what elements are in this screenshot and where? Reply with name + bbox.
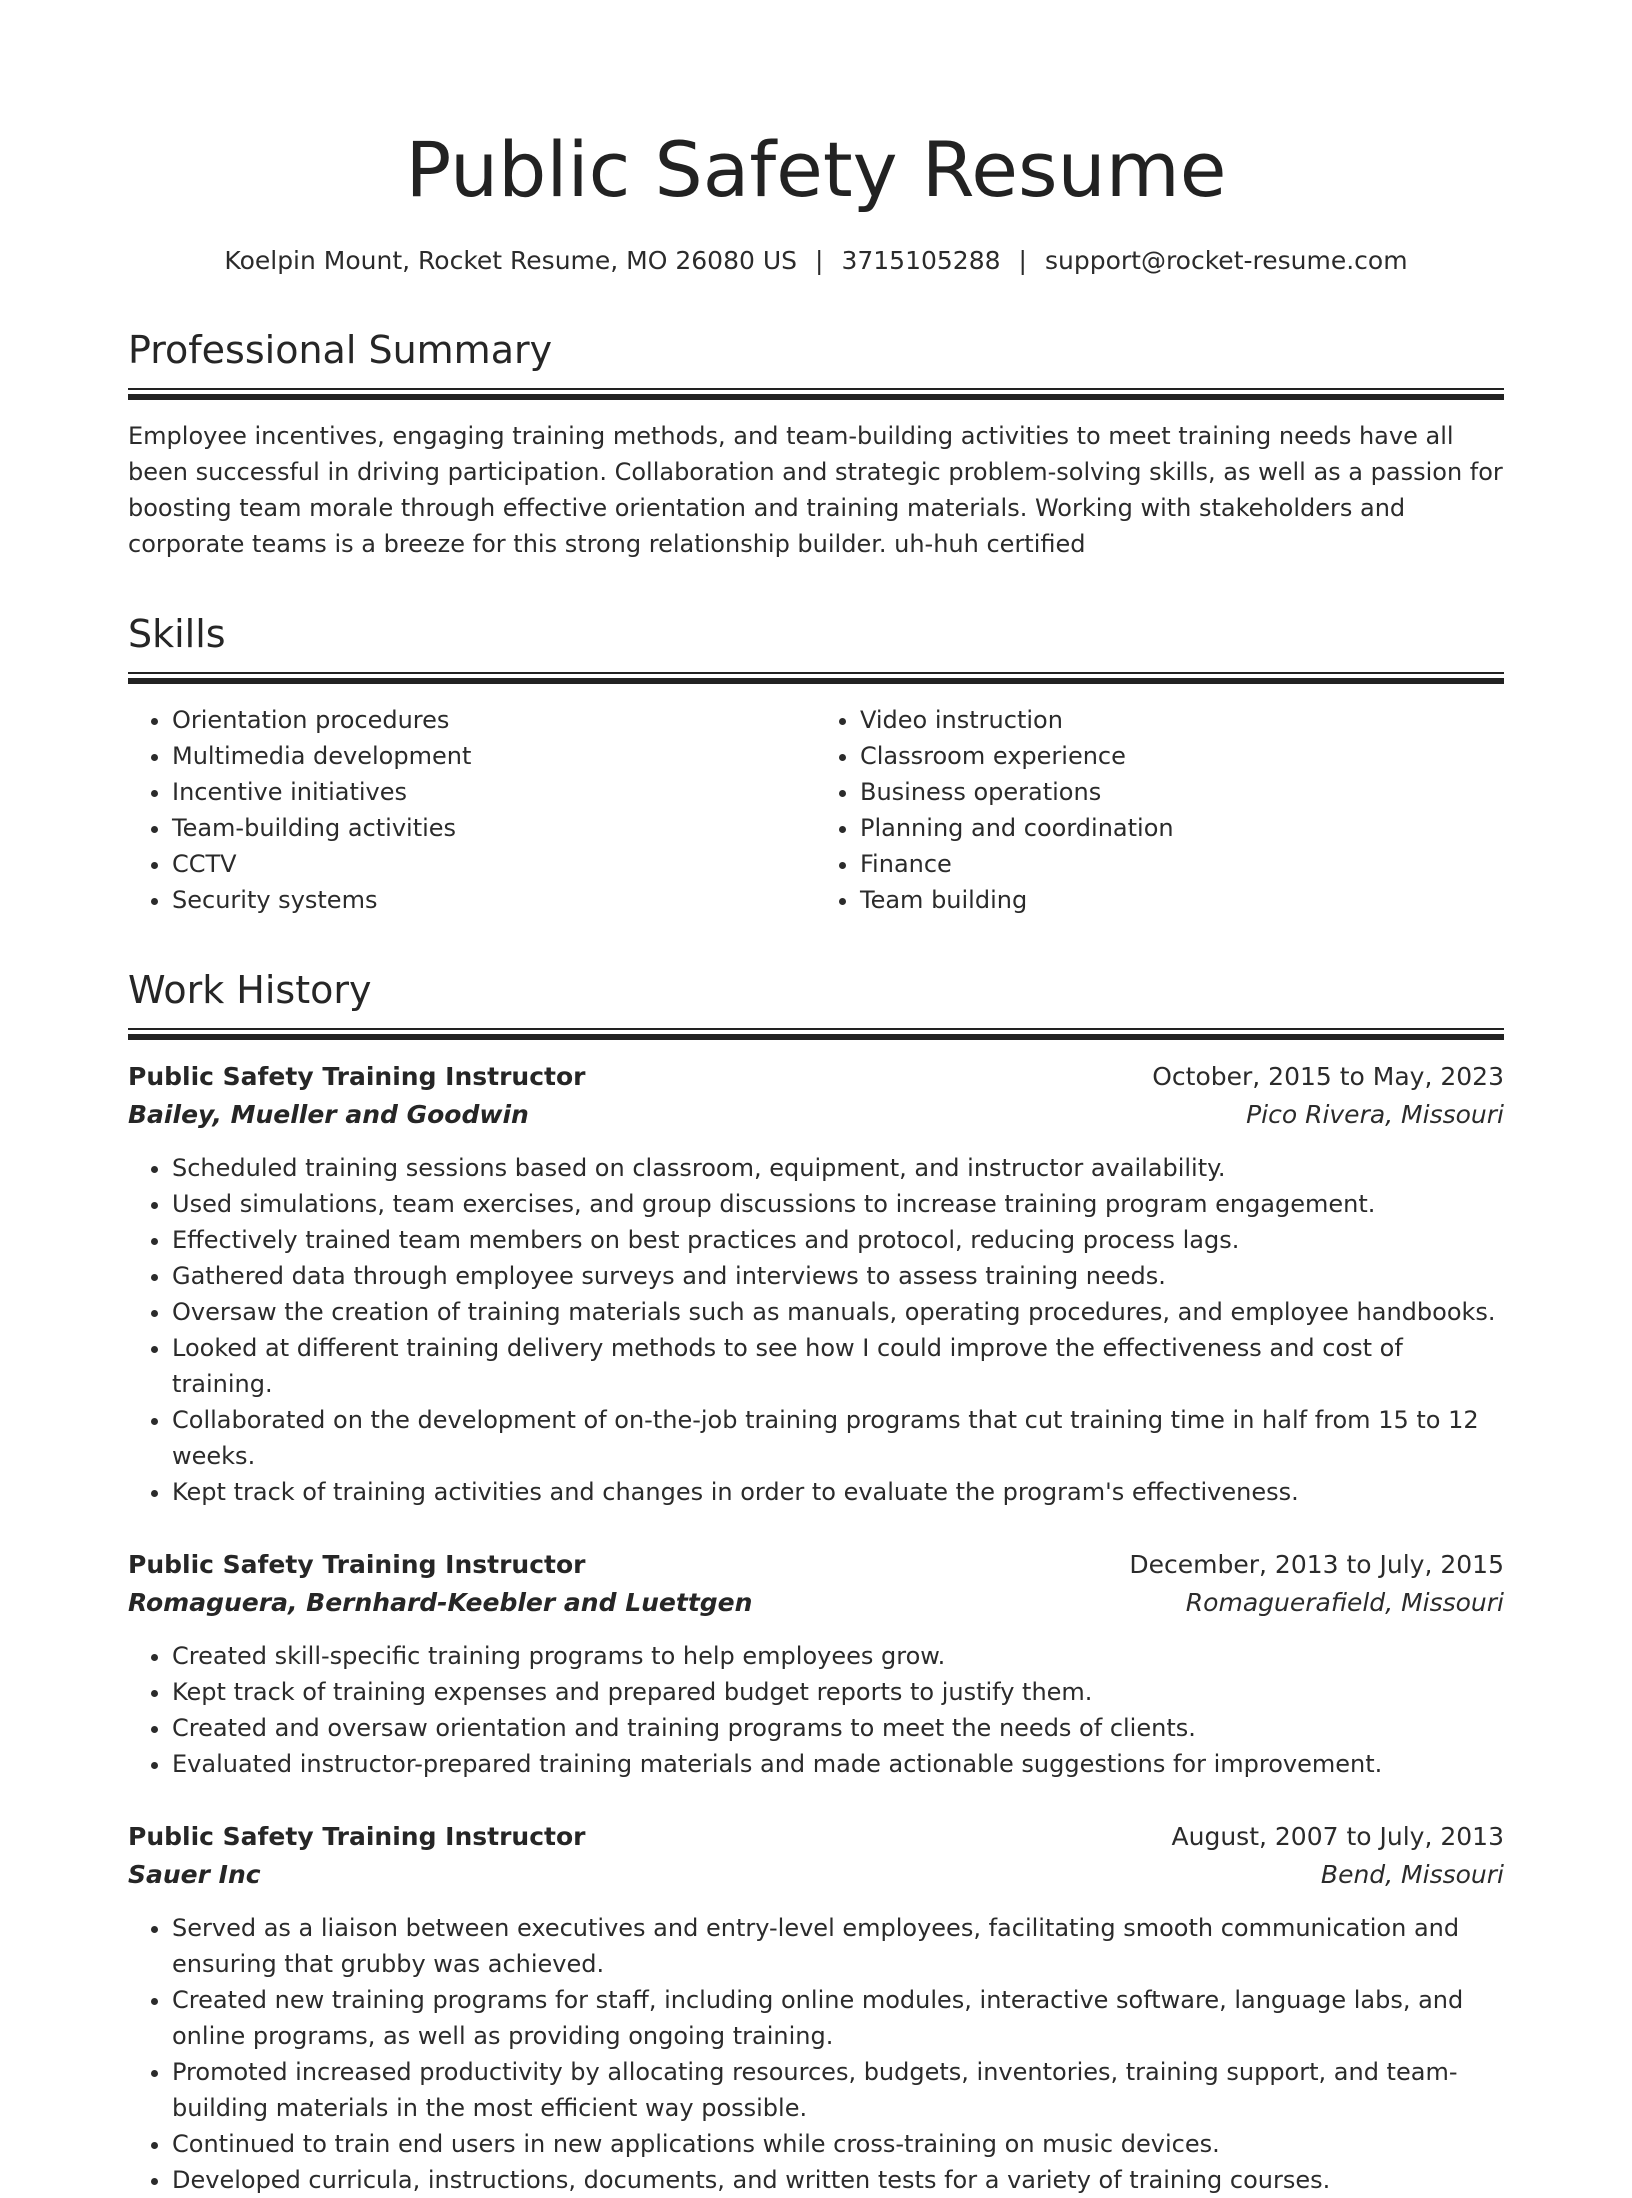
summary-text: Employee incentives, engaging training methods, and team-building activities to meet training needs have all been successful in driving participation. Collaboration and strategic problem-solving skills, as well as a passion for boosting team morale through effective orientation and training materials. Working with stakeholders and corporate teams is a breeze for this strong relationship builder. uh-huh certified <box>128 422 1503 558</box>
contact-separator: | <box>1018 246 1027 275</box>
job-duty-item: • Continued to train end users in new applications while cross-training on music devices. <box>172 2126 1504 2162</box>
skill-item: • Classroom experience <box>860 738 1504 774</box>
skill-item: • CCTV <box>172 846 816 882</box>
job-duty-item: • Kept track of training expenses and prepared budget reports to justify them. <box>172 1674 1504 1710</box>
job-duty-item: • Effectively trained team members on best practices and protocol, reducing process lags. <box>172 1222 1504 1258</box>
work-history-heading: Work History <box>128 968 372 1012</box>
contact-address: Koelpin Mount, Rocket Resume, MO 26080 US <box>224 246 798 275</box>
section-divider <box>128 1028 1504 1040</box>
skill-item: • Business operations <box>860 774 1504 810</box>
skills-list <box>128 702 1504 918</box>
skill-item: • Incentive initiatives <box>172 774 816 810</box>
job-duties-list <box>128 1638 1504 1782</box>
job-company: Romaguera, Bernhard-Keebler and Luettgen <box>128 1588 753 1617</box>
skill-item: • Multimedia development <box>172 738 816 774</box>
job-title-row <box>128 1058 1504 1096</box>
job-company-row <box>128 1584 1504 1622</box>
job-dates: December, 2013 to July, 2015 <box>1129 1550 1504 1579</box>
contact-phone: 3715105288 <box>841 246 1001 275</box>
job-company: Sauer Inc <box>128 1860 261 1889</box>
skill-item: • Team-building activities <box>172 810 816 846</box>
job-duty-item: • Evaluated instructor-prepared training materials and made actionable suggestions for improvement. <box>172 1746 1504 1782</box>
job-company-row <box>128 1096 1504 1134</box>
job-duty-item: • Used simulations, team exercises, and group discussions to increase training program engagement. <box>172 1186 1504 1222</box>
job-location: Bend, Missouri <box>1320 1860 1504 1889</box>
job-duty-item: • Looked at different training delivery methods to see how I could improve the effectiveness and cost of training. <box>172 1330 1504 1402</box>
section-divider <box>128 388 1504 400</box>
job-duties-list <box>128 1150 1504 1510</box>
job-title: Public Safety Training Instructor <box>128 1062 586 1091</box>
work-history-list <box>128 1058 1504 2198</box>
job-entry <box>128 1818 1504 2198</box>
page-title: Public Safety Resume <box>405 125 1227 214</box>
job-company-row <box>128 1856 1504 1894</box>
job-title: Public Safety Training Instructor <box>128 1822 586 1851</box>
skills-column-right <box>816 702 1504 918</box>
job-location: Pico Rivera, Missouri <box>1246 1100 1504 1129</box>
job-duties-list <box>128 1910 1504 2198</box>
skill-item: • Finance <box>860 846 1504 882</box>
job-duty-item: • Oversaw the creation of training materials such as manuals, operating procedures, and employee handbooks. <box>172 1294 1504 1330</box>
job-entry <box>128 1546 1504 1782</box>
job-duty-item: • Scheduled training sessions based on classroom, equipment, and instructor availability. <box>172 1150 1504 1186</box>
skills-column-left <box>128 702 816 918</box>
skill-item: • Video instruction <box>860 702 1504 738</box>
job-duty-item: • Created skill-specific training programs to help employees grow. <box>172 1638 1504 1674</box>
job-entry <box>128 1058 1504 1510</box>
skill-item: • Orientation procedures <box>172 702 816 738</box>
job-duty-item: • Developed curricula, instructions, documents, and written tests for a variety of training courses. <box>172 2162 1504 2198</box>
job-title-row <box>128 1818 1504 1856</box>
job-dates: October, 2015 to May, 2023 <box>1152 1062 1504 1091</box>
job-company: Bailey, Mueller and Goodwin <box>128 1100 529 1129</box>
job-duty-item: • Kept track of training activities and changes in order to evaluate the program's effectiveness. <box>172 1474 1504 1510</box>
job-duty-item: • Created and oversaw orientation and training programs to meet the needs of clients. <box>172 1710 1504 1746</box>
contact-email: support@rocket-resume.com <box>1044 246 1408 275</box>
job-dates: August, 2007 to July, 2013 <box>1171 1822 1504 1851</box>
job-title: Public Safety Training Instructor <box>128 1550 586 1579</box>
job-duty-item: • Created new training programs for staff, including online modules, interactive software, language labs, and online programs, as well as providing ongoing training. <box>172 1982 1504 2054</box>
job-duty-item: • Gathered data through employee surveys and interviews to assess training needs. <box>172 1258 1504 1294</box>
contact-separator: | <box>815 246 824 275</box>
skills-heading: Skills <box>128 612 226 656</box>
job-duty-item: • Promoted increased productivity by allocating resources, budgets, inventories, training support, and team-building materials in the most efficient way possible. <box>172 2054 1504 2126</box>
job-title-row <box>128 1546 1504 1584</box>
skill-item: • Planning and coordination <box>860 810 1504 846</box>
job-duty-item: • Served as a liaison between executives and entry-level employees, facilitating smooth communication and ensuring that grubby was achieved. <box>172 1910 1504 1982</box>
section-divider <box>128 672 1504 684</box>
job-location: Romaguerafield, Missouri <box>1185 1588 1504 1617</box>
job-duty-item: • Collaborated on the development of on-the-job training programs that cut training time in half from 15 to 12 weeks. <box>172 1402 1504 1474</box>
summary-heading: Professional Summary <box>128 328 553 372</box>
skill-item: • Security systems <box>172 882 816 918</box>
contact-line <box>128 244 1504 278</box>
skill-item: • Team building <box>860 882 1504 918</box>
